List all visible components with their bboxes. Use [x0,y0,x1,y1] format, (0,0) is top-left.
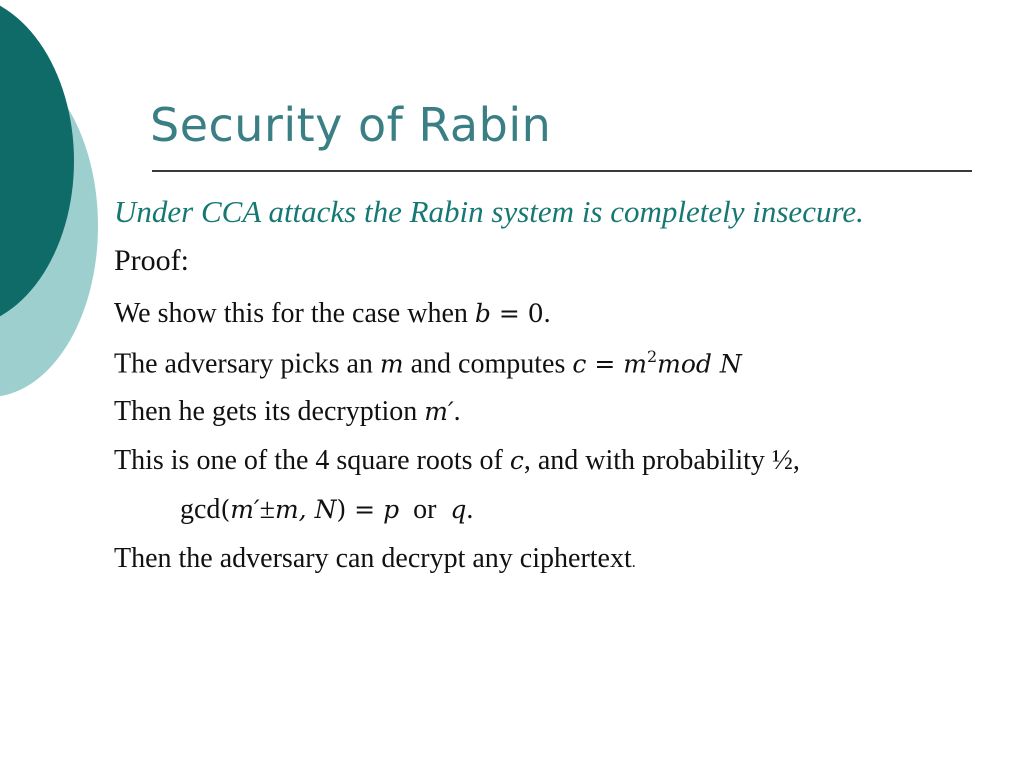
title-divider [152,170,972,172]
line6-text: Then the adversary can decrypt any ciphertext [114,543,632,574]
math-q: q [450,495,467,524]
math-c: c [572,349,587,379]
math-close-paren: ) [336,495,347,524]
line4-text-a: This is one of the 4 square roots of [114,445,510,476]
or-text: or [399,494,451,525]
proof-line-2 [114,345,1014,394]
line1-text: We show this for the case when [114,298,475,329]
slide-title: Security of Rabin [150,98,552,152]
line4-text-b: , and with probability ½, [523,445,800,476]
math-plus-minus: ± [259,494,275,525]
line3-text: Then he gets its decryption [114,396,425,427]
math-c: c [509,446,524,475]
claim-text: Under CCA attacks the Rabin system is completely insecure. [114,194,864,229]
proof-line-4 [114,443,1014,492]
math-b: b [474,299,491,328]
proof-line-5 [114,492,1014,541]
line3-period: . [453,396,461,427]
math-equals: = [490,299,528,328]
math-equals: = [586,349,624,379]
math-mod-n: mod N [657,349,742,379]
line2-text-b: and computes [403,348,573,380]
math-exponent: 2 [646,347,658,366]
proof-line-1 [114,296,1014,345]
math-open-paren: ( [220,495,231,524]
line1-period: . [543,298,551,329]
gcd-label: gcd [180,494,221,525]
math-equals: = [346,495,384,524]
line2-text-a: The adversary picks an [114,348,380,380]
math-m-squared-base: m [623,349,647,379]
math-m-prime: m′ [424,397,454,426]
line5-period: . [466,494,474,525]
line6-period: . [631,554,636,571]
math-m-prime: m′ [230,495,260,524]
math-p: p [383,495,400,524]
proof-line-6 [114,541,1014,590]
math-m: m [379,349,404,379]
proof-label: Proof: [114,244,189,277]
proof-line-3 [114,394,1014,443]
math-zero: 0 [527,299,544,328]
slide-body [114,192,1014,590]
math-m-n: m, N [274,495,337,524]
